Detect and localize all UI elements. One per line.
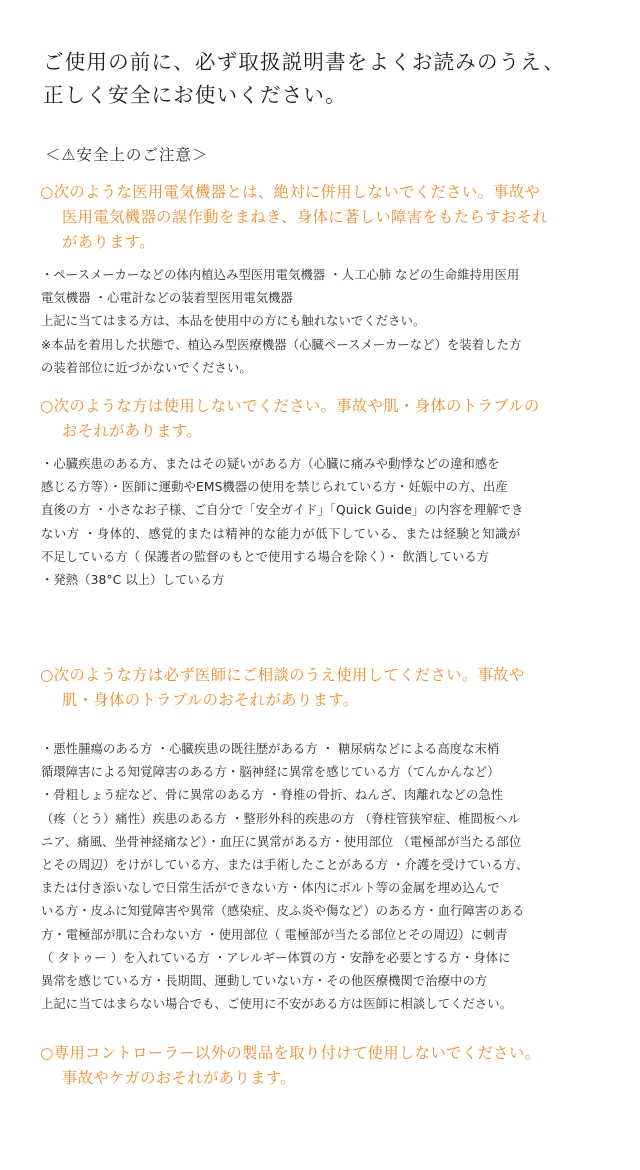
body-line: 不足している方（ 保護者の監督のもとで使用する場合を除く）・ 飲酒している方 <box>41 549 490 564</box>
body-line: 方・電極部が肌に合わない方 ・使用部位（ 電極部が当たる部位とその周辺）に刺青 <box>41 927 508 942</box>
warning-line: があります。 <box>62 233 155 251</box>
warning-line: おそれがあります。 <box>62 422 203 440</box>
warning-do-not-use <box>40 394 620 444</box>
warning-controller <box>40 1041 620 1091</box>
intro-line: ご使用の前に、必ず取扱説明書をよくお読みのうえ、 <box>43 50 566 74</box>
body-do-not-use <box>41 453 611 592</box>
body-line: 上記に当てはまる方は、本品を使用中の方にも触れないでください。 <box>41 314 426 329</box>
warning-line: ○次のような方は使用しないでください。事故や肌・身体のトラブルの <box>40 397 540 415</box>
body-line: ニア、痛風、坐骨神経痛など）・血圧に異常がある方・使用部位 （電極部が当たる部位 <box>41 834 522 849</box>
body-line: （疼（とう）痛性）疾患のある方 ・整形外科的疾患の方 （脊柱管狭窄症、椎間板ヘル <box>41 811 521 826</box>
warning-line: ○次のような医用電気機器とは、絶対に併用しないでください。事故や <box>40 183 541 201</box>
body-line: 異常を感じている方・長期間、運動していない方・その他医療機関で治療中の方 <box>41 974 488 989</box>
body-line: 上記に当てはまらない場合でも、ご使用に不安がある方は医師に相談してください。 <box>41 997 513 1012</box>
warning-line: 肌・身体のトラブルのおそれがあります。 <box>62 691 359 709</box>
intro-heading <box>43 46 613 112</box>
body-line: 循環障害による知覚障害のある方・脳神経に異常を感じている方（てんかんなど） <box>41 765 500 780</box>
body-line: ※本品を着用した状態で、植込み型医療機器（心臓ペースメーカーなど）を装着した方 <box>41 337 522 352</box>
body-line: いる方・皮ふに知覚障害や異常（感染症、皮ふ炎や傷など）のある方・血行障害のある <box>41 904 525 919</box>
body-line: （ タトゥー ）を入れている方 ・アレルギー体質の方・安静を必要とする方・身体に <box>41 950 511 965</box>
body-line: とその周辺）をけがしている方、または手術したことがある方 ・介護を受けている方、 <box>41 858 529 873</box>
body-line: ない方 ・身体的、感覚的または精神的な能力が低下している、または経験と知識が <box>41 526 521 541</box>
body-line: の装着部位に近づかないでください。 <box>41 360 252 375</box>
body-line: ・ペースメーカーなどの体内植込み型医用電気機器 ・人工心肺 などの生命維持用医用 <box>41 268 520 282</box>
body-line: ・悪性腫瘍のある方 ・心臓疾患の既往歴がある方 ・ 糖尿病などによる高度な末梢 <box>41 742 500 756</box>
body-line: 電気機器 ・心電計などの装着型医用電気機器 <box>41 291 293 306</box>
safety-subheading: ＜⚠安全上のご注意＞ <box>45 146 209 164</box>
body-line: ・心臓疾患のある方、またはその疑いがある方（心臓に痛みや動悸などの違和感を <box>41 457 500 471</box>
warning-line: 医用電気機器の誤作動をまねき、身体に著しい障害をもたらすおそれ <box>62 208 548 226</box>
warning-line: ○専用コントローラー以外の製品を取り付けて使用しないでください。 <box>40 1044 541 1062</box>
body-line: 感じる方等）・医師に運動やEMS機器の使用を禁じられている方・妊娠中の方、出産 <box>41 480 508 495</box>
body-medical-devices <box>41 264 611 380</box>
body-line: ・発熱（38°C 以上）している方 <box>41 573 225 588</box>
body-consult-doctor <box>41 738 611 1016</box>
warning-line: ○次のような方は必ず医師にご相談のうえ使用してください。事故や <box>40 666 525 684</box>
intro-line: 正しく安全にお使いください。 <box>43 83 347 107</box>
body-line: または付き添いなしで日常生活ができない方・体内にボルト等の金属を埋め込んで <box>41 881 500 896</box>
warning-line: 事故やケガのおそれがあります。 <box>62 1069 296 1087</box>
body-line: ・骨粗しょう症など、骨に異常のある方 ・脊椎の骨折、ねんざ、肉離れなどの急性 <box>41 788 504 803</box>
warning-medical-devices <box>40 180 620 255</box>
warning-consult-doctor <box>40 663 620 713</box>
body-line: 直後の方 ・小さなお子様、ご自分で「安全ガイド」「Quick Guide」の内容を理解でき <box>41 503 524 518</box>
